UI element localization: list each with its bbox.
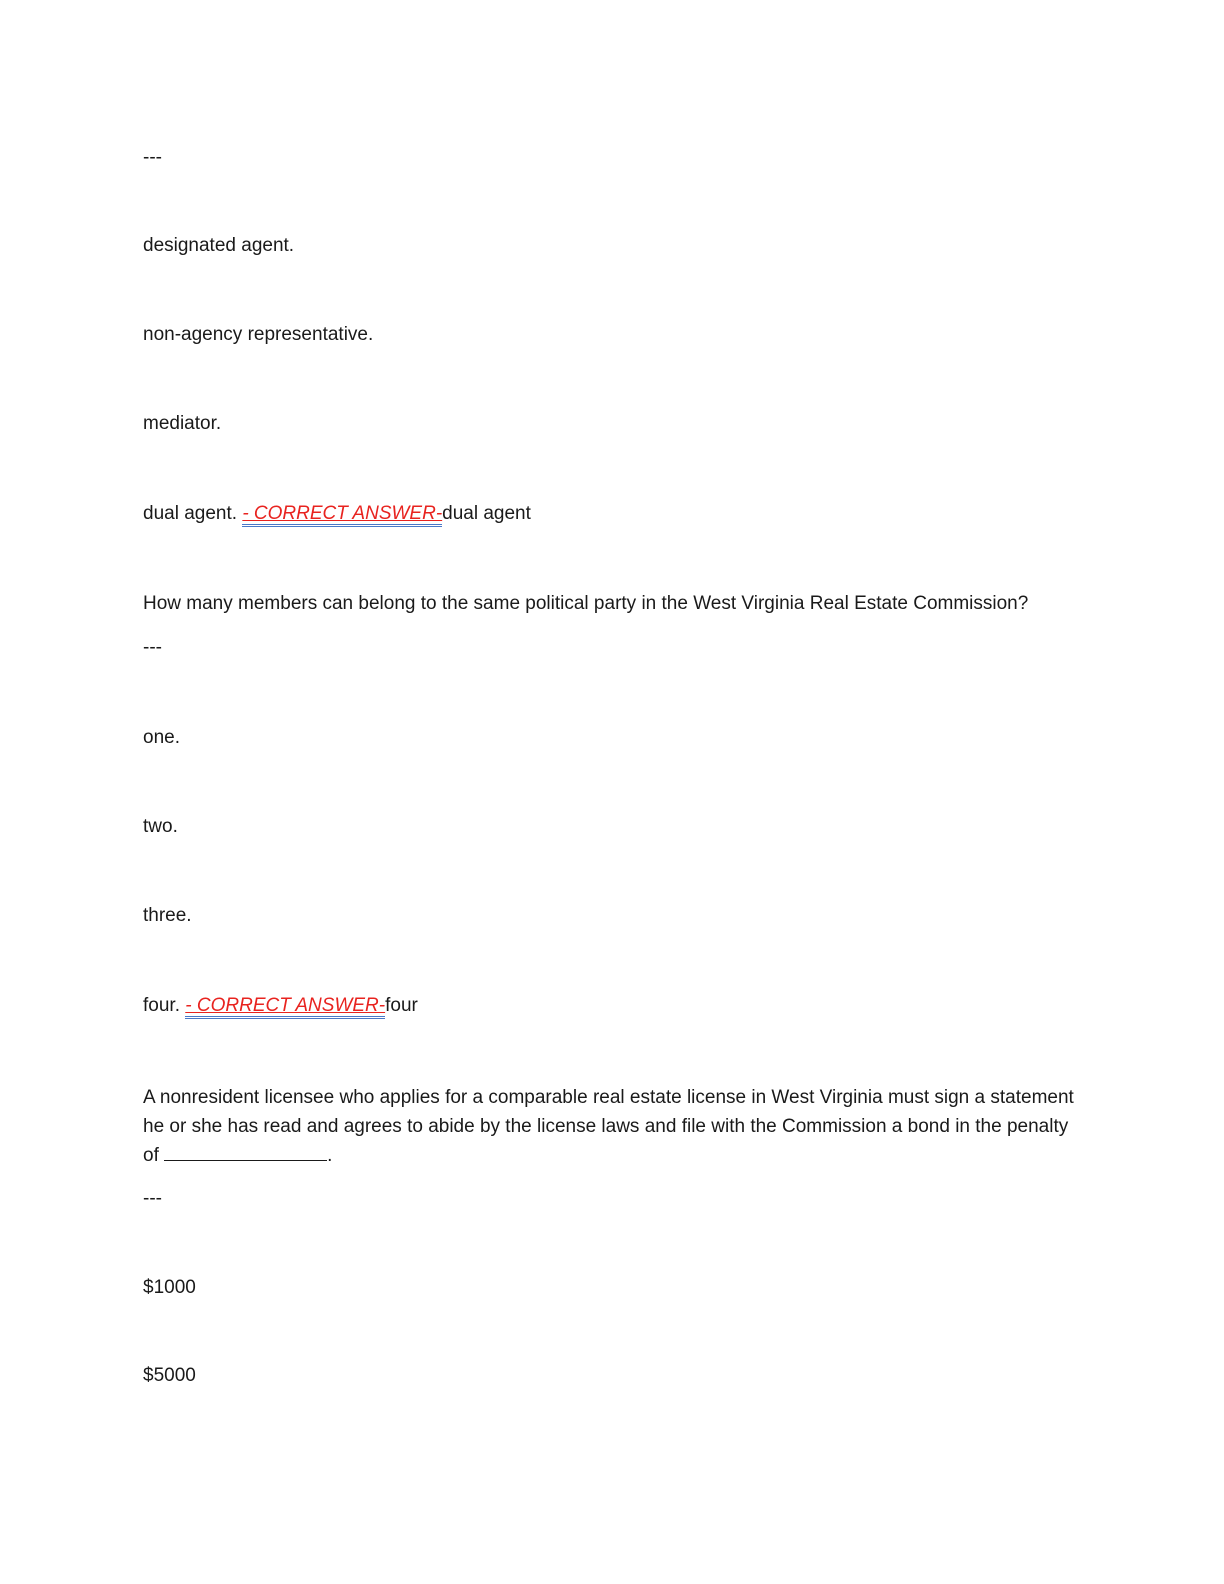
option-two: two.	[143, 816, 178, 837]
correct-answer-text: four	[385, 995, 418, 1016]
correct-answer-marker: - CORRECT ANSWER-	[185, 995, 385, 1019]
option-four: four.	[143, 995, 180, 1016]
option-one: one.	[143, 727, 180, 748]
option-designated-agent: designated agent.	[143, 235, 295, 256]
option-mediator: mediator.	[143, 413, 222, 434]
separator: ---	[143, 147, 162, 168]
option-four-row	[143, 993, 418, 1019]
option-dual-agent-row	[143, 501, 531, 527]
option-non-agency-representative: non-agency representative.	[143, 324, 374, 345]
correct-answer-text: dual agent	[442, 503, 531, 524]
question-nonresident-bond	[143, 1083, 1083, 1170]
option-three: three.	[143, 905, 192, 926]
fill-in-blank	[164, 1142, 327, 1161]
question-period: .	[327, 1145, 333, 1166]
separator: ---	[143, 637, 162, 658]
option-1000: $1000	[143, 1277, 196, 1298]
correct-answer-marker: - CORRECT ANSWER-	[242, 503, 442, 527]
question-political-party: How many members can belong to the same political party in the West Virginia Real Estate Commission?	[143, 593, 1029, 614]
separator: ---	[143, 1188, 162, 1209]
question-text: A nonresident licensee who applies for a comparable real estate license in West Virginia must sign a statement he or she has read and agrees to abide by the license laws and file with the Commission a bond in the penalty of	[143, 1087, 1074, 1166]
option-5000: $5000	[143, 1365, 196, 1386]
option-dual-agent: dual agent.	[143, 503, 238, 524]
